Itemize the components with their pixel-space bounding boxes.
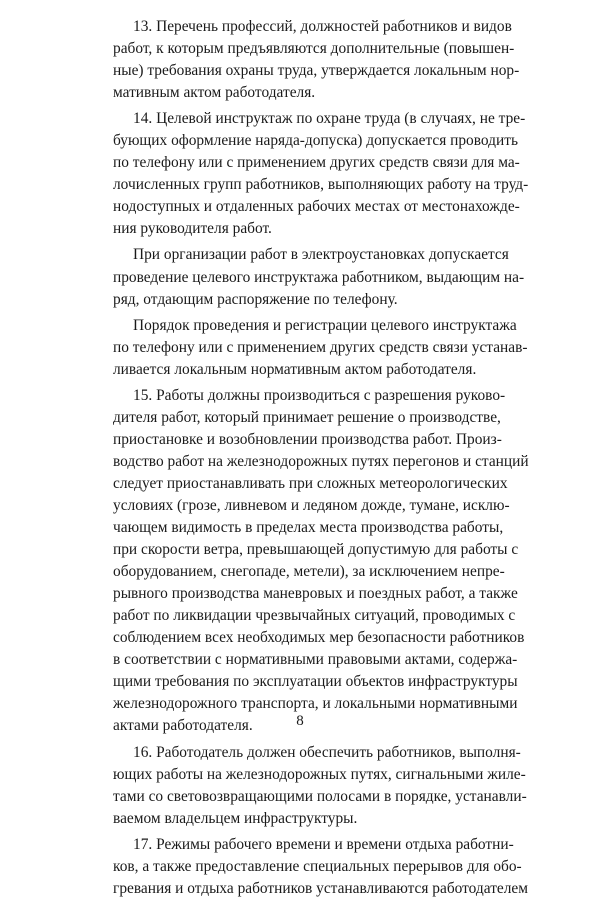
text-line: При организации работ в электроустановках допускается <box>133 246 509 264</box>
text-line: ния руководителя работ. <box>113 220 272 238</box>
text-line: следует приостанавливать при сложных метеорологических <box>113 474 508 492</box>
text-line: по телефону или с применением других средств связи устанав- <box>113 338 528 356</box>
text-line: чающем видимость в пределах места производства работы, <box>113 519 504 537</box>
text-line: проведение целевого инструктажа работником, выдающим на- <box>113 268 525 286</box>
text-line: бующих оформление наряда-допуска) допускается проводить <box>113 132 518 150</box>
text-line: мативным актом работодателя. <box>113 84 316 102</box>
paragraph <box>113 315 528 381</box>
text-line: гревания и отдыха работников устанавливаются работодателем <box>113 879 529 897</box>
text-line: рывного производства маневровых и поездных работ, а также <box>113 585 518 603</box>
text-line: 14. Целевой инструктаж по охране труда (в случаях, не тре- <box>133 110 526 128</box>
text-line: 13. Перечень профессий, должностей работников и видов <box>133 18 512 35</box>
body-text <box>113 16 529 900</box>
text-line: Порядок проведения и регистрации целевого инструктажа <box>133 316 517 334</box>
text-line: нодоступных и отдаленных рабочих местах от местонахожде- <box>113 198 520 216</box>
paragraph <box>113 385 529 738</box>
text-line: при скорости ветра, превышающей допустимую для работы с <box>113 541 519 559</box>
text-line: ваемом владельцем инфраструктуры. <box>113 809 358 827</box>
paragraph <box>113 834 529 900</box>
text-line: железнодорожного транспорта, и локальными нормативными <box>113 695 518 713</box>
text-line: соблюдением всех необходимых мер безопасности работников <box>113 629 525 647</box>
text-line: ные) требования охраны труда, утверждается локальным нор- <box>113 62 520 80</box>
text-line: работ, к которым предъявляются дополнительные (повышен- <box>113 40 515 58</box>
text-line: ливается локальным нормативным актом работодателя. <box>113 360 477 378</box>
text-line: 17. Режимы рабочего времени и времени отдыха работни- <box>133 835 514 853</box>
text-line: работ по ликвидации чрезвычайных ситуаций, проводимых с <box>113 607 516 625</box>
text-line: ряд, отдающим распоряжение по телефону. <box>113 290 398 308</box>
page-number: 8 <box>296 713 304 729</box>
text-line: 16. Работодатель должен обеспечить работников, выполня- <box>133 743 521 761</box>
text-line: дителя работ, который принимает решение о производстве, <box>113 408 501 426</box>
text-line: актами работодателя. <box>113 717 253 735</box>
text-line: водство работ на железнодорожных путях перегонов и станций <box>113 452 529 470</box>
text-line: ющих работы на железнодорожных путях, сигнальными жиле- <box>113 765 526 783</box>
text-line: приостановке и возобновлении производства работ. Произ- <box>113 430 502 448</box>
text-line: 15. Работы должны производиться с разрешения руково- <box>133 386 506 404</box>
paragraph <box>113 244 525 310</box>
text-line: щими требования по эксплуатации объектов инфраструктуры <box>113 673 518 691</box>
text-line: лочисленных групп работников, выполняющих работу на труд- <box>113 176 529 194</box>
text-line: тами со световозвращающими полосами в порядке, устанавли- <box>113 787 527 805</box>
text-line: ков, а также предоставление специальных перерывов для обо- <box>113 857 522 875</box>
text-line: оборудованием, снегопаде, метели), за исключением непре- <box>113 563 505 581</box>
paragraph <box>113 742 527 830</box>
paragraph <box>113 108 529 240</box>
paragraph <box>113 16 520 104</box>
text-line: в соответствии с нормативными правовыми актами, содержа- <box>113 651 518 669</box>
text-line: условиях (грозе, ливневом и ледяном дожде, тумане, исклю- <box>113 496 510 514</box>
text-line: по телефону или с применением других средств связи для ма- <box>113 154 520 172</box>
